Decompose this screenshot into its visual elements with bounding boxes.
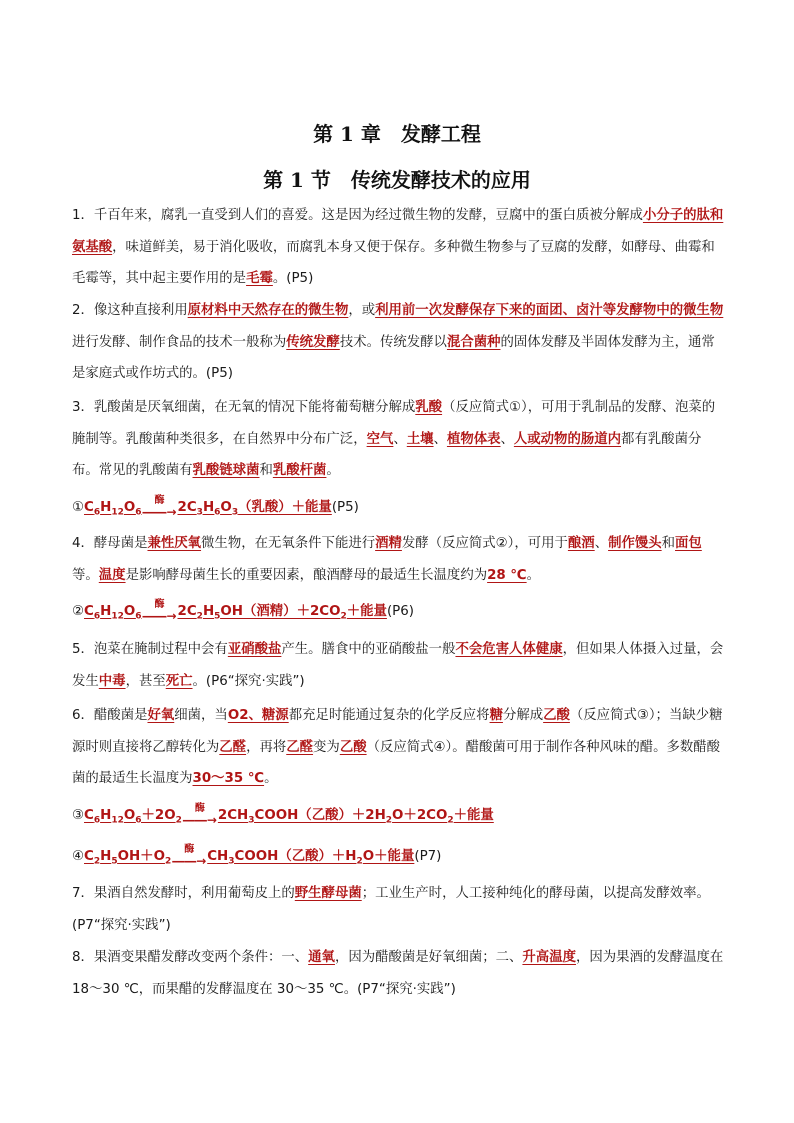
- paragraph-1: [72, 200, 727, 295]
- text: ，甚至: [125, 673, 166, 689]
- answer-blank: 毛霉: [246, 271, 273, 286]
- page-ref: (P7): [414, 849, 442, 864]
- answer-blank: 野生酵母菌: [294, 886, 362, 901]
- text: 5．泡菜在腌制过程中会有: [72, 642, 228, 657]
- text: 。(P5): [272, 271, 314, 286]
- answer-blank: 传统发酵: [286, 334, 340, 350]
- answer-blank: 乙醛: [286, 739, 314, 755]
- answer-blank: 面包: [675, 536, 702, 551]
- text: 。: [264, 771, 278, 786]
- answer-blank: 中毒: [98, 673, 126, 689]
- text: 发酵（反应简式②），可用于: [401, 536, 568, 551]
- text: ，因为醋酸菌是好氧细菌；二、: [334, 950, 523, 965]
- text: 进行发酵、制作食品的技术一般称为: [72, 334, 287, 350]
- answer-blank: 糖: [489, 708, 503, 723]
- text: 7．果酒自然发酵时，利用葡萄皮上的: [72, 886, 295, 901]
- text: 。: [526, 567, 541, 583]
- text: 。: [326, 463, 340, 478]
- answer-blank: O2、糖源: [227, 708, 289, 723]
- page-ref: (P6): [386, 604, 414, 619]
- eq-number: ④: [72, 849, 85, 864]
- answer-blank: 酒精: [375, 536, 402, 551]
- reaction-arrow: 酶 ――→: [142, 495, 177, 519]
- enzyme-label: 酶: [154, 495, 165, 506]
- paragraph-6: [72, 700, 727, 795]
- answer-blank: 土壤: [406, 431, 434, 447]
- eq-lhs: $C_6H_{12}O_6+2O_2$: [84, 808, 182, 826]
- text: 微生物，在无氧条件下能进行: [201, 536, 376, 551]
- equation-2: [72, 598, 414, 631]
- enzyme-label: 酶: [154, 599, 165, 610]
- text: 等。: [72, 567, 99, 583]
- answer-blank: 温度: [98, 567, 126, 583]
- answer-blank: 升高温度: [522, 950, 576, 965]
- answer-blank: 兼性厌氧: [147, 536, 202, 551]
- answer-blank: 好氧: [147, 708, 175, 723]
- text: 的固体发酵及半固体发酵为主，通常是家庭式或作坊式的。(P5): [72, 334, 715, 381]
- text: ，味道鲜美，易于消化吸收，而腐乳本身又便于保存。多种微生物参与了豆腐的发酵，如酵母、曲霉和毛霉等，其中起主要作用的是: [72, 239, 715, 286]
- text: 细菌，当: [174, 708, 228, 723]
- eq-number: ①: [72, 500, 85, 515]
- text: 、: [500, 431, 514, 447]
- eq-rhs: $2C_3H_6O_3$（乳酸）＋能量: [177, 500, 332, 518]
- reaction-arrow: 酶 ――→: [172, 844, 207, 868]
- answer-blank: 乙酸: [543, 708, 570, 723]
- text: ；工业生产时，人工接种纯化的酵母菌，以提高发酵效率。(P7“探究·实践”): [72, 886, 710, 933]
- text: 技术。传统发酵以: [339, 334, 447, 350]
- text: （反应简式④）。醋酸菌可用于制作各种风味的醋。多数醋酸菌的最适生长温度为: [72, 739, 721, 786]
- eq-rhs: $2CH_3COOH$（乙酸）$+2H_2O+2CO_2+$能量: [217, 808, 494, 826]
- equation-3: [72, 802, 494, 835]
- answer-blank: 30～35 ℃: [192, 771, 265, 786]
- answer-blank: 制作馒头: [608, 536, 662, 551]
- chapter-title: 第 1 章 发酵工程: [313, 122, 481, 146]
- text: 。(P6“探究·实践”): [192, 673, 305, 689]
- eq-number: ③: [72, 808, 85, 823]
- text: ，但如果人体摄入过量，会发生: [72, 642, 724, 689]
- section-title: 第 1 节 传统发酵技术的应用: [263, 168, 531, 192]
- text: 3．乳酸菌是厌氧细菌，在无氧的情况下能将葡萄糖分解成: [72, 400, 416, 415]
- text: 是影响酵母菌生长的重要因素，酿酒酵母的最适生长温度约为: [125, 567, 488, 583]
- answer-blank: 酿酒: [567, 536, 595, 551]
- answer-blank: 乳酸链球菌: [192, 463, 260, 478]
- answer-blank: 植物体表: [446, 431, 501, 447]
- answer-blank: 28 ℃: [487, 567, 527, 583]
- text: 、: [393, 431, 407, 447]
- text: 、: [594, 536, 609, 551]
- text: （反应简式①），可用于乳制品的发酵、泡菜的腌制等。乳酸菌种类很多，在自然界中分布广泛，: [72, 400, 716, 447]
- text: 、: [433, 431, 447, 447]
- answer-blank: 乳酸杆菌: [272, 463, 327, 478]
- text: 1．千百年来，腐乳一直受到人们的喜爱。这是因为经过微生物的发酵，豆腐中的蛋白质被分解成: [72, 208, 643, 223]
- text: （反应简式③）；当缺少糖源时则直接将乙醇转化为: [72, 708, 723, 755]
- reaction-arrow: 酶 ――→: [142, 599, 177, 623]
- paragraph-7: [72, 878, 727, 941]
- reaction-arrow: 酶 ――→: [182, 803, 217, 827]
- paragraph-8: [72, 942, 727, 1005]
- text: 4．酵母菌是: [72, 536, 148, 551]
- text: ，或: [348, 303, 376, 318]
- answer-blank: 通氧: [308, 950, 335, 965]
- eq-lhs: $C_6H_{12}O_6$: [84, 500, 142, 518]
- equation-1: [72, 494, 359, 527]
- answer-blank: 死亡: [165, 673, 193, 689]
- eq-lhs: $C_6H_{12}O_6$: [84, 604, 142, 622]
- enzyme-label: 酶: [194, 803, 205, 814]
- equation-4: [72, 843, 441, 876]
- text: 和: [661, 536, 676, 551]
- text: ，因为果酒的发酵温度在 18～30 ℃，而果醋的发酵温度在 30～35 ℃。(P7“探究·实践”): [72, 950, 724, 997]
- text: 6．醋酸菌是: [72, 708, 148, 723]
- answer-blank: 人或动物的肠道内: [513, 431, 622, 447]
- text: 和: [259, 463, 273, 478]
- text: 产生。膳食中的亚硝酸盐一般: [281, 642, 456, 657]
- text: 变为: [313, 739, 340, 755]
- answer-blank: 乙醛: [219, 739, 247, 755]
- answer-blank: 不会危害人体健康: [455, 642, 563, 657]
- text: 8．果酒变果醋发酵改变两个条件：一、: [72, 950, 309, 965]
- answer-blank: 原材料中天然存在的微生物: [187, 303, 349, 318]
- answer-blank: 小分子的肽和氨基酸: [72, 208, 724, 255]
- eq-rhs: $2C_2H_5OH$（酒精）$+2CO_2+$能量: [177, 604, 387, 622]
- answer-blank: 乙酸: [339, 739, 367, 755]
- text: 都充足时能通过复杂的化学反应将: [288, 708, 490, 723]
- eq-lhs: $C_2H_5OH+O_2$: [84, 849, 172, 867]
- answer-blank: 空气: [366, 431, 394, 447]
- page-ref: (P5): [331, 500, 359, 515]
- text: 分解成: [502, 708, 544, 723]
- answer-blank: 乳酸: [415, 400, 443, 415]
- paragraph-5: [72, 634, 727, 697]
- eq-rhs: $CH_3COOH$（乙酸）$+H_2O+$能量: [207, 849, 415, 867]
- answer-blank: 混合菌种: [446, 334, 501, 350]
- text: 2．像这种直接利用: [72, 303, 188, 318]
- paragraph-4: [72, 528, 727, 591]
- paragraph-3: [72, 392, 727, 487]
- text: 都有乳酸菌分布。常见的乳酸菌有: [72, 431, 702, 478]
- text: ，再将: [246, 739, 287, 755]
- paragraph-2: [72, 295, 727, 390]
- answer-blank: 亚硝酸盐: [227, 642, 282, 657]
- answer-blank: 利用前一次发酵保存下来的面团、卤汁等发酵物中的微生物: [375, 303, 724, 318]
- eq-number: ②: [72, 604, 85, 619]
- enzyme-label: 酶: [184, 844, 195, 855]
